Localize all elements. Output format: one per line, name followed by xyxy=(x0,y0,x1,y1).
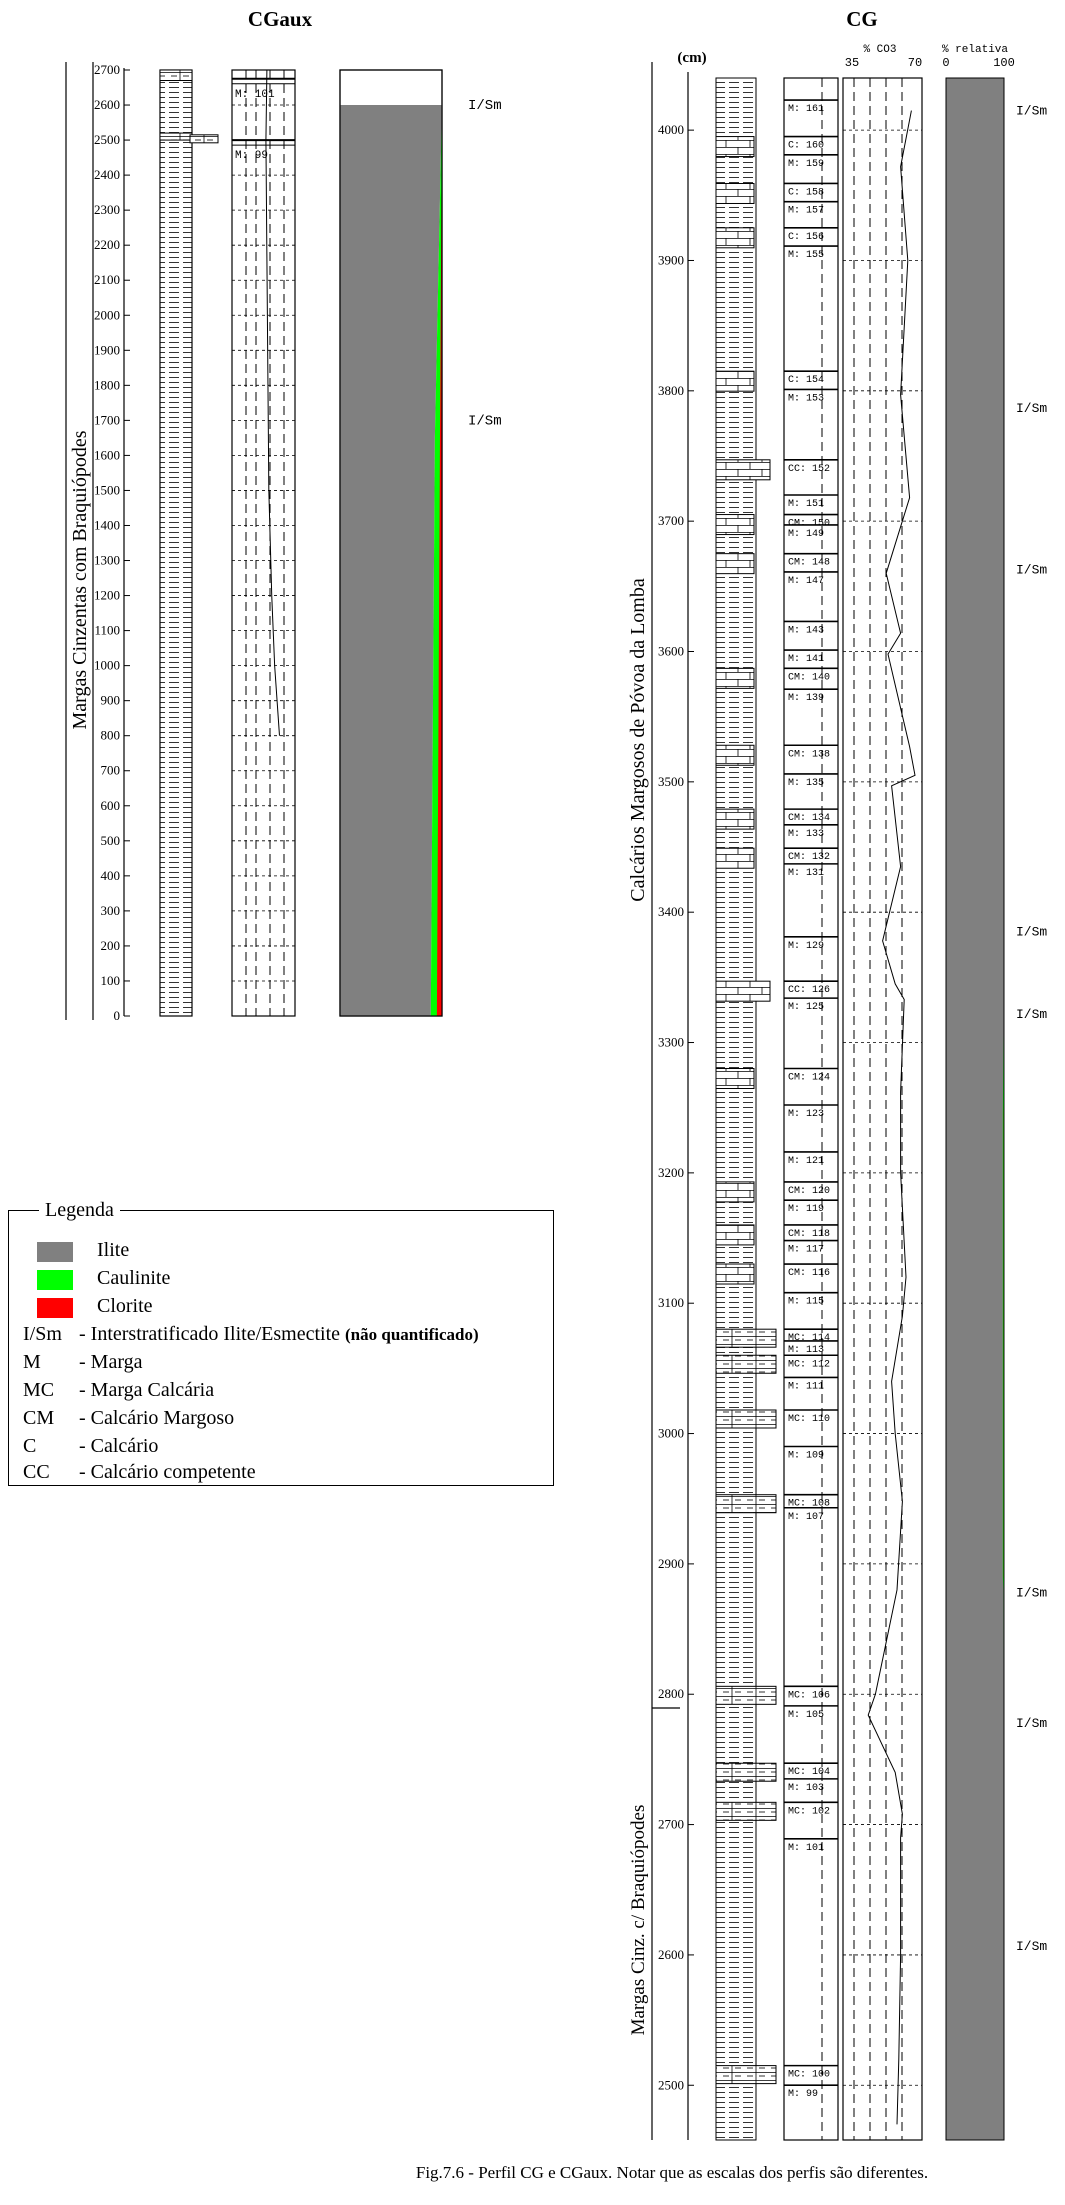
sample-label: M: 147 xyxy=(788,575,825,587)
lithology-bed xyxy=(716,668,754,688)
sample-label: MC: 100 xyxy=(788,2069,831,2081)
legend-title: Legenda xyxy=(39,1199,120,1222)
depth-tick-label: 3200 xyxy=(658,1164,684,1180)
cg-title: CG xyxy=(846,7,878,31)
depth-tick-label: 300 xyxy=(100,902,120,918)
depth-tick-label: 700 xyxy=(100,762,120,778)
cg-depth-unit: (cm) xyxy=(677,50,707,66)
sample-label: CM: 120 xyxy=(788,1185,831,1197)
abbr-key: MC xyxy=(23,1379,55,1401)
abbr-definition: - Marga Calcária xyxy=(79,1379,215,1401)
sample-label: M: 105 xyxy=(788,1709,825,1721)
depth-tick-label: 3600 xyxy=(658,643,684,659)
ism-annotation: I/Sm xyxy=(1016,1715,1048,1731)
ism-annotation: I/Sm xyxy=(1016,924,1048,940)
sample-label: M: 101 xyxy=(788,1842,825,1854)
sample-label: M: 113 xyxy=(788,1344,825,1356)
depth-tick-label: 1000 xyxy=(94,657,120,673)
sample-label: M: 159 xyxy=(788,158,825,170)
sample-label: M: 161 xyxy=(788,104,825,116)
sample-label: M: 149 xyxy=(788,528,825,540)
sample-label: M: 111 xyxy=(788,1381,825,1393)
sample-label: MC: 104 xyxy=(788,1767,831,1779)
legend-swatch-caulinite xyxy=(37,1270,73,1290)
lithology-bed xyxy=(716,745,754,765)
depth-tick-label: 1400 xyxy=(94,517,120,533)
cg-co3-tick-max: 70 xyxy=(907,56,923,70)
lithology-bed xyxy=(716,1355,776,1373)
depth-tick-label: 600 xyxy=(100,797,120,813)
sample-label: M: 99 xyxy=(235,150,269,163)
cg-frame xyxy=(652,62,922,2140)
sample-label: M: 119 xyxy=(788,1204,825,1216)
depth-tick-label: 3900 xyxy=(658,252,684,268)
abbr-definition: - Interstratificado Ilite/Esmectite (não quantificado) xyxy=(79,1323,479,1345)
sample-label: M: 131 xyxy=(788,867,825,879)
sample-label: CM: 124 xyxy=(788,1072,831,1084)
depth-tick-label: 3100 xyxy=(658,1295,684,1311)
sample-label: CM: 140 xyxy=(788,672,831,684)
sample-label: M: 135 xyxy=(788,777,825,789)
depth-tick-label: 2300 xyxy=(94,202,120,218)
depth-tick-label: 2900 xyxy=(658,1555,684,1571)
sample-label: C: 160 xyxy=(788,140,825,152)
cg-unit-label-upper: Calcários Margosos de Póvoa da Lomba xyxy=(627,578,649,902)
depth-tick-label: 3300 xyxy=(658,1034,684,1050)
sample-label: MC: 106 xyxy=(788,1690,831,1702)
cg-depth-axis xyxy=(658,72,694,2140)
depth-tick-label: 1800 xyxy=(94,377,120,393)
sample-label: MC: 112 xyxy=(788,1359,831,1371)
sample-label: CC: 152 xyxy=(788,463,831,475)
ilite-band xyxy=(946,78,1004,2140)
abbr-key: CC xyxy=(23,1461,50,1483)
legend-label-caulinite: Caulinite xyxy=(97,1267,171,1289)
sample-label: CM: 134 xyxy=(788,813,831,825)
abbr-key: CM xyxy=(23,1407,55,1429)
cgaux-unit-label: Margas Cinzentas com Braquiópodes xyxy=(69,430,91,730)
abbr-key: I/Sm xyxy=(23,1323,62,1345)
abbr-key: C xyxy=(23,1435,37,1457)
depth-tick-label: 100 xyxy=(100,972,120,988)
abbr-definition: - Calcário competente xyxy=(79,1461,256,1483)
lithology-bed xyxy=(716,1329,776,1347)
cg-lithology-column xyxy=(716,78,776,2140)
sample-label: M: 157 xyxy=(788,205,825,217)
sample-label: CM: 118 xyxy=(788,1228,831,1240)
figure-caption: Fig.7.6 - Perfil CG e CGaux. Notar que as escalas dos perfis são diferentes. xyxy=(415,2163,929,2182)
lithology-bed xyxy=(716,981,770,1001)
depth-tick-label: 2400 xyxy=(94,167,120,183)
sample-label: M: 109 xyxy=(788,1450,825,1462)
lithology-bed xyxy=(716,1264,754,1284)
sample-label: CM: 132 xyxy=(788,852,831,864)
sample-label: M: 143 xyxy=(788,625,825,637)
ism-annotation: I/Sm xyxy=(1016,400,1048,416)
lithology-bed xyxy=(716,1069,754,1089)
lithology-bed xyxy=(716,1686,776,1704)
abbr-definition: - Calcário Margoso xyxy=(79,1407,235,1429)
sample-label: M: 103 xyxy=(788,1782,825,1794)
sample-label: CM: 116 xyxy=(788,1268,831,1280)
sample-label: M: 107 xyxy=(788,1511,825,1523)
sample-label: MC: 110 xyxy=(788,1413,831,1425)
sample-label: M: 141 xyxy=(788,654,825,666)
sample-label: M: 155 xyxy=(788,250,825,262)
depth-tick-label: 2700 xyxy=(658,1816,684,1832)
legend-label-ilite: Ilite xyxy=(97,1239,130,1261)
lithology-bed xyxy=(716,183,754,203)
depth-tick-label: 400 xyxy=(100,867,120,883)
lithology-bed xyxy=(716,2066,776,2084)
sample-label: MC: 102 xyxy=(788,1806,831,1818)
depth-tick-label: 2000 xyxy=(94,307,120,323)
cg-mineral-axis-title: % relativa xyxy=(941,44,1009,56)
sample-label: CM: 138 xyxy=(788,749,831,761)
depth-tick-label: 1300 xyxy=(94,552,120,568)
sample-label: M: 101 xyxy=(235,88,275,101)
depth-tick-label: 200 xyxy=(100,937,120,953)
sample-label: M: 125 xyxy=(788,1002,825,1014)
cg-annotations xyxy=(1016,104,1047,1954)
cg-unit-label-lower: Margas Cinz. c/ Braquiópodes xyxy=(628,1804,649,2036)
lithology-bed xyxy=(716,137,754,157)
lithology-bed xyxy=(716,1410,776,1428)
depth-tick-label: 900 xyxy=(100,692,120,708)
lithology-bed xyxy=(716,1495,776,1513)
ism-annotation: I/Sm xyxy=(468,413,502,430)
cg-mineral-column xyxy=(946,78,1004,2140)
sample-label: M: 129 xyxy=(788,940,825,952)
sample-label: M: 99 xyxy=(788,2089,819,2101)
cg-co3-tick-min: 35 xyxy=(844,56,860,70)
sample-label: MC: 108 xyxy=(788,1498,831,1510)
sample-label: M: 133 xyxy=(788,828,825,840)
sample-label: C: 154 xyxy=(788,375,825,387)
lithology-bed xyxy=(160,133,192,140)
legend-label-clorite: Clorite xyxy=(97,1295,153,1317)
ism-annotation: I/Sm xyxy=(1016,562,1048,578)
sample-label: M: 121 xyxy=(788,1155,825,1167)
ism-annotation: I/Sm xyxy=(1016,1585,1048,1601)
sample-label: M: 139 xyxy=(788,693,825,705)
lithology-bed xyxy=(160,70,192,81)
ilite-band xyxy=(340,105,442,1016)
cgaux-annotations xyxy=(468,98,502,429)
cgaux-title: CGaux xyxy=(247,7,313,31)
depth-tick-label: 0 xyxy=(113,1008,120,1023)
legend-swatch-clorite xyxy=(37,1298,73,1318)
depth-tick-label: 1200 xyxy=(94,587,120,603)
cg-co3-axis-title: % CO3 xyxy=(863,44,897,56)
ism-annotation: I/Sm xyxy=(1016,1938,1048,1954)
depth-tick-label: 3500 xyxy=(658,773,684,789)
depth-tick-label: 2700 xyxy=(94,62,120,77)
depth-tick-label: 2500 xyxy=(658,2077,684,2093)
legend xyxy=(8,1199,554,1486)
depth-tick-label: 2600 xyxy=(658,1946,684,1962)
depth-tick-label: 800 xyxy=(100,727,120,743)
sample-label: C: 156 xyxy=(788,231,825,243)
depth-tick-label: 1600 xyxy=(94,447,120,463)
lithology-bed xyxy=(190,135,218,143)
depth-tick-label: 2500 xyxy=(94,132,120,148)
depth-tick-label: 3800 xyxy=(658,382,684,398)
lithology-bed xyxy=(716,848,754,868)
sample-label: C: 158 xyxy=(788,187,825,199)
abbr-definition: - Calcário xyxy=(79,1435,159,1457)
lithology-bed xyxy=(716,1763,776,1781)
cg-mineral-tick-max: 100 xyxy=(993,56,1015,70)
depth-tick-label: 3700 xyxy=(658,513,684,529)
depth-tick-label: 4000 xyxy=(658,122,684,138)
lithology-bed xyxy=(716,1802,776,1820)
lithology-bed xyxy=(716,371,754,391)
abbr-definition: - Marga xyxy=(79,1351,143,1373)
depth-tick-label: 1700 xyxy=(94,412,120,428)
depth-tick-label: 1500 xyxy=(94,482,120,498)
lithology-bed xyxy=(716,460,770,480)
legend-swatch-ilite xyxy=(37,1242,73,1262)
depth-tick-label: 2800 xyxy=(658,1686,684,1702)
depth-tick-label: 2100 xyxy=(94,272,120,288)
sample-label: M: 151 xyxy=(788,499,825,511)
sample-label: M: 117 xyxy=(788,1244,825,1256)
lithology-bed xyxy=(716,554,754,574)
depth-tick-label: 1900 xyxy=(94,342,120,358)
sample-label: MC: 114 xyxy=(788,1333,831,1345)
cgaux-mineral-column xyxy=(340,70,442,1016)
lithology-bed xyxy=(716,1182,754,1202)
lithology-bed xyxy=(716,809,754,829)
sample-label: M: 115 xyxy=(788,1296,825,1308)
depth-tick-label: 500 xyxy=(100,832,120,848)
lithology-bed xyxy=(716,515,754,535)
lithology-bed xyxy=(716,228,754,248)
depth-tick-label: 1100 xyxy=(94,622,120,638)
sample-label: CC: 126 xyxy=(788,985,831,997)
sample-label: CM: 148 xyxy=(788,557,831,569)
ism-annotation: I/Sm xyxy=(1016,1006,1048,1022)
depth-tick-label: 2200 xyxy=(94,237,120,253)
sample-label: CM: 150 xyxy=(788,518,831,530)
sample-label: M: 123 xyxy=(788,1109,825,1120)
sample-label: M: 153 xyxy=(788,393,825,405)
cg-mineral-tick-min: 0 xyxy=(942,56,950,70)
depth-tick-label: 3000 xyxy=(658,1425,684,1441)
depth-tick-label: 3400 xyxy=(658,904,684,920)
ism-annotation: I/Sm xyxy=(468,98,502,115)
depth-tick-label: 2600 xyxy=(94,97,120,113)
abbr-key: M xyxy=(23,1351,41,1373)
ism-annotation: I/Sm xyxy=(1016,103,1048,119)
lithology-bed xyxy=(716,1225,754,1245)
